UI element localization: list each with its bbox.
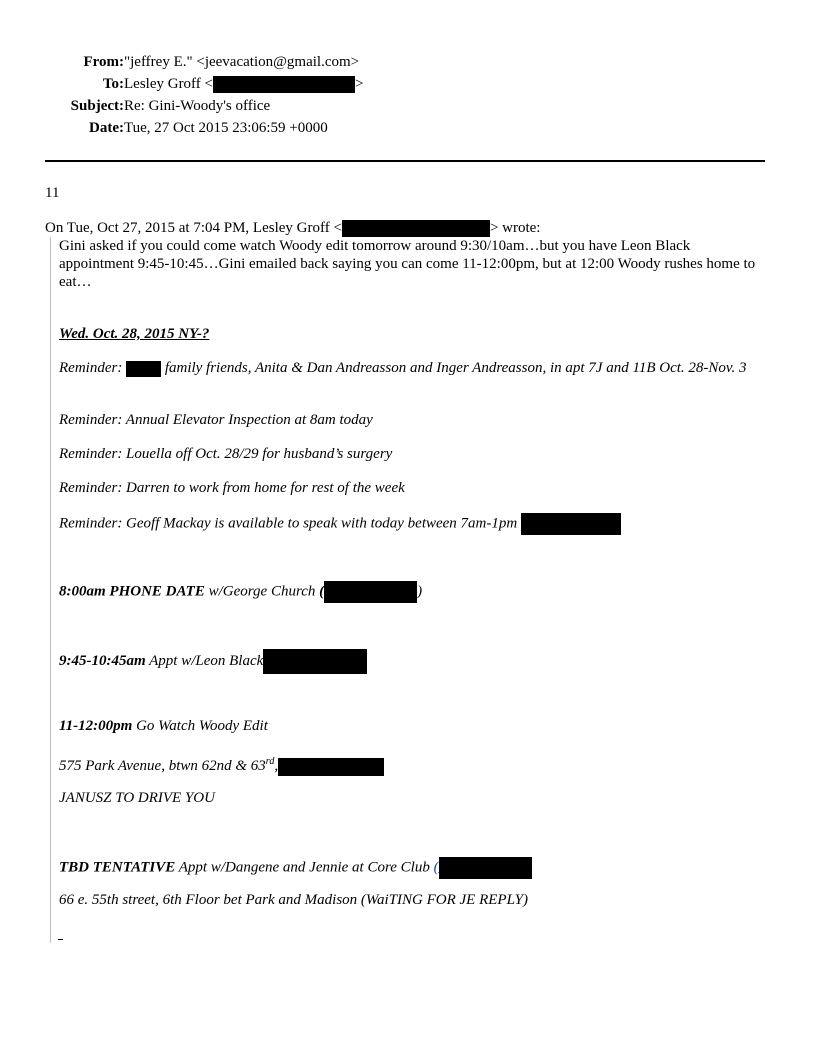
to-value	[124, 75, 363, 93]
item-3-time: 11-12:00pm	[59, 718, 133, 734]
schedule-item-phone-date	[59, 581, 759, 603]
subject-value: Re: Gini-Woody's office	[124, 98, 271, 114]
item-3-address-post: ,	[274, 758, 279, 774]
item-1-text: w/George Church	[204, 583, 320, 600]
date-value: Tue, 27 Oct 2015 23:06:59 +0000	[124, 120, 328, 136]
item-4-text: Appt w/Dangene and Jennie at Core Club	[175, 859, 434, 876]
item-1-close: )	[417, 583, 423, 600]
date-heading: Wed. Oct. 28, 2015 NY-?	[59, 326, 210, 342]
subject-label: Subject:	[70, 98, 124, 114]
to-close: >	[355, 76, 364, 92]
redaction-box	[213, 76, 355, 93]
to-name: Lesley Groff <	[124, 76, 213, 92]
item-2-text: Appt w/Leon Black	[145, 652, 264, 669]
reminder-4: Reminder: Darren to work from home for rest of the week	[59, 480, 405, 496]
reminder-5	[59, 513, 759, 535]
quoted-intro: Gini asked if you could come watch Woody edit tomorrow around 9:30/10am…but you have Leon Black appointment 9:45-10:45…Gini emailed back saying you can come 11-12:00pm, but at 12:00 Woody rushes home to eat…	[59, 238, 756, 290]
core-club-address: 66 e. 55th street, 6th Floor bet Park and Madison (WaiTING FOR JE REPLY)	[59, 892, 528, 908]
woody-edit-driver: JANUSZ TO DRIVE YOU	[59, 790, 215, 806]
schedule-item-woody-edit	[59, 717, 759, 735]
reminder-1-pre: Reminder:	[59, 360, 123, 376]
woody-edit-address	[59, 753, 759, 776]
reply-text: 11	[45, 185, 60, 201]
to-label: To:	[102, 76, 124, 92]
date-row	[0, 119, 816, 141]
from-row	[0, 53, 816, 75]
redaction-box	[126, 361, 161, 377]
email-header	[0, 53, 816, 141]
item-2-time: 9:45-10:45am	[59, 652, 146, 669]
redaction-box	[439, 857, 532, 879]
item-3-address-pre: 575 Park Avenue, btwn 62nd & 63	[59, 758, 266, 774]
from-label: From:	[83, 54, 124, 70]
reminder-1-post: family friends, Anita & Dan Andreasson and Inger Andreasson, in apt 7J and 11B Oct. 28-Nov. 3	[164, 360, 747, 376]
reminder-3: Reminder: Louella off Oct. 28/29 for husband’s surgery	[59, 446, 393, 462]
reminder-5-text: Reminder: Geoff Mackay is available to speak with today between 7am-1pm	[59, 515, 518, 532]
item-1-paren: (	[319, 583, 325, 600]
trailing-dash	[58, 939, 63, 940]
item-3-address-sup: rd	[265, 756, 275, 767]
from-value: "jeffrey E." <jeevacation@gmail.com>	[124, 54, 360, 70]
date-label: Date:	[89, 120, 124, 136]
subject-row	[0, 97, 816, 119]
redaction-box	[342, 220, 490, 237]
quote-bar	[50, 237, 51, 943]
header-divider	[45, 160, 765, 162]
redaction-box	[263, 649, 367, 674]
attribution-pre: On Tue, Oct 27, 2015 at 7:04 PM, Lesley Groff <	[45, 220, 342, 236]
redaction-box	[324, 581, 417, 603]
item-4-paren: (	[433, 859, 439, 876]
reminder-2: Reminder: Annual Elevator Inspection at 8am today	[59, 412, 373, 428]
reminder-1	[59, 359, 759, 377]
schedule-item-core-club	[59, 857, 759, 879]
quote-attribution	[45, 219, 540, 237]
item-3-text: Go Watch Woody Edit	[132, 718, 268, 734]
redaction-box	[278, 758, 384, 776]
item-4-time: TBD TENTATIVE	[59, 859, 176, 876]
attribution-post: > wrote:	[489, 220, 541, 236]
item-1-time: 8:00am PHONE DATE	[59, 583, 205, 600]
to-row	[0, 75, 816, 97]
redaction-box	[521, 513, 621, 535]
schedule-item-leon-black	[59, 649, 759, 674]
